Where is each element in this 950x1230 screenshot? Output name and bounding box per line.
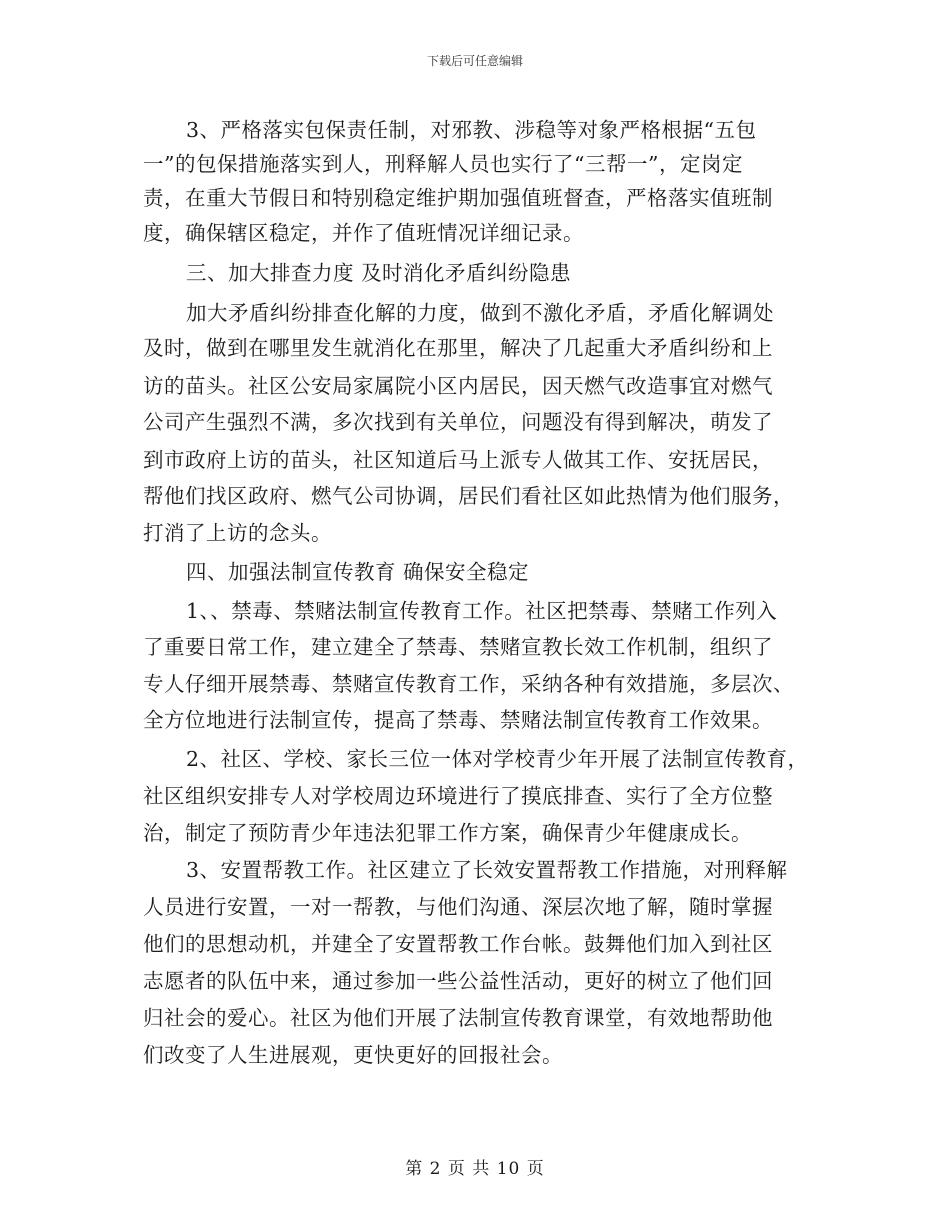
body-line: 访的苗头。社区公安局家属院小区内居民，因天燃气改造事宜对燃气 — [143, 374, 773, 398]
body-line: 一”的包保措施落实到人，刑释解人员也实行了“三帮一”，定岗定 — [143, 152, 743, 176]
body-line: 他们的思想动机，并建全了安置帮教工作台帐。鼓舞他们加入到社区 — [143, 932, 773, 956]
body-line: 到市政府上访的苗头，社区知道后马上派专人做其工作、安抚居民， — [143, 448, 773, 472]
body-line: 3、安置帮教工作。社区建立了长效安置帮教工作措施，对刑释解 — [186, 858, 788, 882]
body-line: 及时，做到在哪里发生就消化在那里，解决了几起重大矛盾纠纷和上 — [143, 336, 773, 360]
body-line: 度，确保辖区稳定，并作了值班情况详细记录。 — [143, 221, 584, 245]
body-line: 帮他们找区政府、燃气公司协调，居民们看社区如此热情为他们服务， — [143, 484, 794, 508]
body-line: 们改变了人生进展观，更快更好的回报社会。 — [143, 1043, 563, 1067]
body-line: 专人仔细开展禁毒、禁赌宣传教育工作，采纳各种有效措施，多层次、 — [143, 672, 794, 696]
body-line: 2、社区、学校、家长三位一体对学校青少年开展了法制宣传教育， — [186, 747, 809, 771]
body-line: 公司产生强烈不满，多次找到有关单位，问题没有得到解决，萌发了 — [143, 410, 773, 434]
body-line: 责，在重大节假日和特别稳定维护期加强值班督查，严格落实值班制 — [143, 186, 773, 210]
section-heading: 三、加大排查力度 及时消化矛盾纠纷隐患 — [186, 261, 572, 285]
body-line: 全方位地进行法制宣传，提高了禁毒、禁赌法制宣传教育工作效果。 — [143, 708, 773, 732]
body-line: 社区组织安排专人对学校周边环境进行了摸底排查、实行了全方位整 — [143, 784, 773, 808]
body-line: 归社会的爱心。社区为他们开展了法制宣传教育课堂，有效地帮助他 — [143, 1006, 773, 1030]
section-heading: 四、加强法制宣传教育 确保安全稳定 — [186, 560, 530, 584]
page-number-footer: 第 2 页 共 10 页 — [405, 1159, 545, 1179]
body-line: 打消了上访的念头。 — [143, 521, 332, 545]
body-line: 了重要日常工作，建立建全了禁毒、禁赌宣教长效工作机制，组织了 — [143, 635, 773, 659]
page-header: 下载后可任意编辑 — [426, 54, 523, 68]
body-line: 加大矛盾纠纷排查化解的力度，做到不激化矛盾，矛盾化解调处 — [186, 301, 774, 325]
body-line: 治，制定了预防青少年违法犯罪工作方案，确保青少年健康成长。 — [143, 821, 752, 845]
body-line: 人员进行安置，一对一帮教，与他们沟通、深层次地了解，随时掌握 — [143, 895, 773, 919]
body-line: 志愿者的队伍中来，通过参加一些公益性活动，更好的树立了他们回 — [143, 969, 773, 993]
body-line: 1、、禁毒、禁赌法制宣传教育工作。社区把禁毒、禁赌工作列入 — [186, 599, 778, 623]
body-line: 3、严格落实包保责任制，对邪教、涉稳等对象严格根据“五包 — [186, 118, 757, 142]
